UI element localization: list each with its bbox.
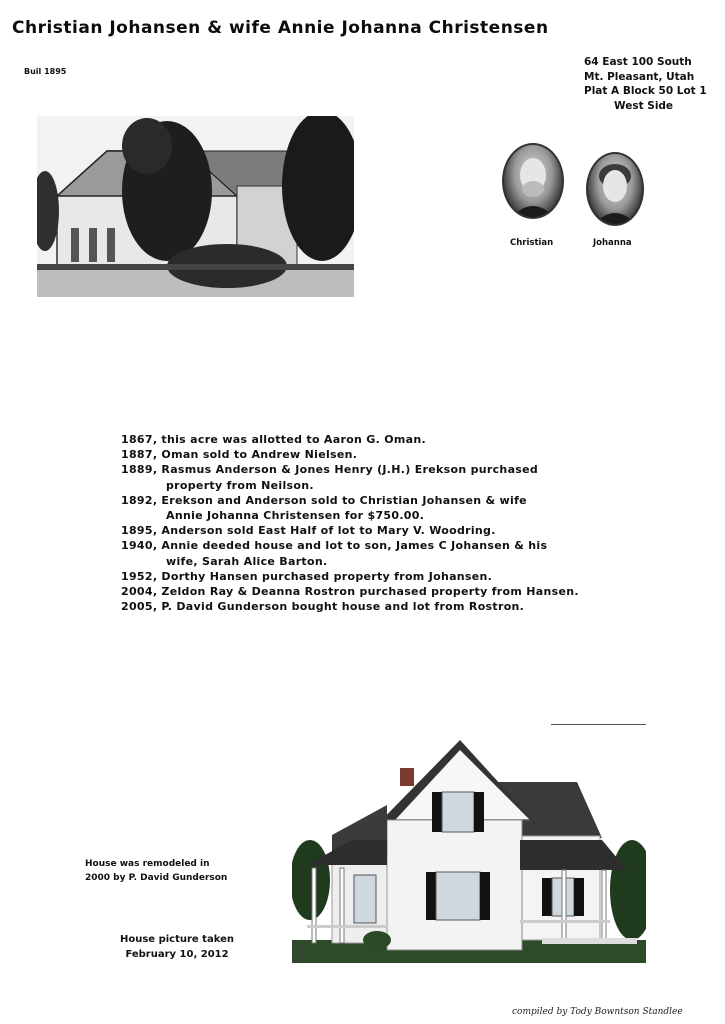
photo-date-line-1: House picture taken	[120, 934, 234, 945]
remodel-line-2: 2000 by P. David Gunderson	[85, 873, 228, 883]
timeline-entry-continued: wife, Sarah Alice Barton.	[166, 554, 328, 568]
timeline-entry: 1867, this acre was allotted to Aaron G. Oman.	[121, 433, 426, 446]
johanna-caption: Johanna	[593, 238, 632, 248]
christian-caption: Christian	[510, 238, 554, 248]
remodel-line-1: House was remodeled in	[85, 859, 210, 869]
old-house-photo	[37, 116, 354, 297]
timeline-entry: 1952, Dorthy Hansen purchased property from Johansen.	[121, 569, 493, 583]
timeline-entry-continued: Annie Johanna Christensen for $750.00.	[166, 509, 425, 523]
christian-portrait	[502, 143, 564, 219]
ownership-timeline	[121, 432, 579, 614]
timeline-entry-continued: property from Neilson.	[166, 478, 314, 492]
address-block	[584, 55, 707, 113]
divider	[551, 724, 646, 725]
timeline-entry: 1887, Oman sold to Andrew Nielsen.	[121, 448, 358, 462]
timeline-entry: 2004, Zeldon Ray & Deanna Rostron purchased property from Hansen.	[121, 585, 579, 599]
address-line-1: 64 East 100 South	[584, 56, 692, 68]
timeline-entry: 1895, Anderson sold East Half of lot to Mary V. Woodring.	[121, 524, 496, 538]
timeline-entry: 1889, Rasmus Anderson & Jones Henry (J.H.) Erekson purchased	[121, 463, 539, 477]
address-line-3: Plat A Block 50 Lot 1	[584, 85, 707, 97]
compiled-by-credit: compiled by Tody Bowntson Standlee	[512, 1007, 683, 1017]
address-line-4: West Side	[614, 99, 674, 112]
address-line-2: Mt. Pleasant, Utah	[584, 70, 695, 83]
timeline-entry: 2005, P. David Gunderson bought house and lot from Rostron.	[121, 600, 525, 614]
page-title: Christian Johansen & wife Annie Johanna Christensen	[12, 18, 549, 38]
photo-date-line-2: February 10, 2012	[125, 949, 229, 960]
built-year: Buil 1895	[24, 67, 67, 76]
remodel-note	[85, 857, 227, 885]
current-house-photo	[292, 740, 646, 963]
photo-date-note	[120, 932, 234, 962]
timeline-entry: 1892, Erekson and Anderson sold to Christian Johansen & wife	[121, 493, 527, 507]
timeline-entry: 1940, Annie deeded house and lot to son, James C Johansen & his	[121, 539, 548, 553]
johanna-portrait	[586, 152, 644, 226]
